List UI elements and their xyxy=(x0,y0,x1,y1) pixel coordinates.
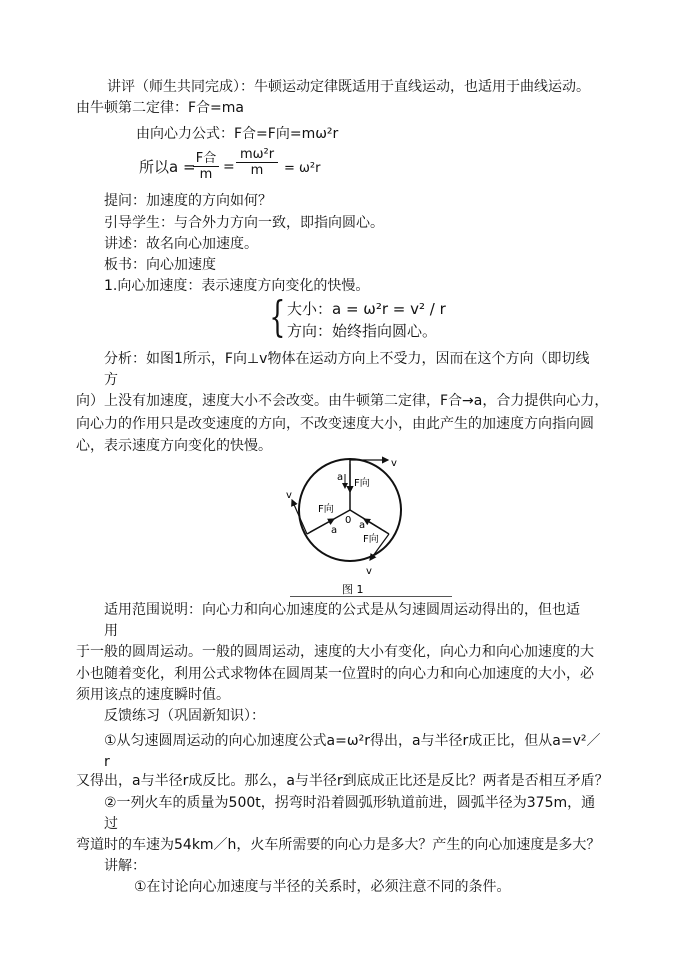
text-line: 向心力的作用只是改变速度的方向，不改变速度大小，由此产生的加速度方向指向圆 xyxy=(76,416,594,432)
label-o: 0 xyxy=(345,515,352,526)
fraction-1 xyxy=(193,147,219,182)
text-line: 由向心力公式：F合=F向=mω²r xyxy=(136,126,339,142)
text-line: 弯道时的车速为54km／h，火车所需要的向心力是多大？产生的向心加速度是多大？ xyxy=(76,837,601,853)
label-a: a xyxy=(359,520,366,531)
formula-tail: = ω²r xyxy=(284,161,321,176)
text-line: 向）上没有加速度，速度大小不会改变。由牛顿第二定律，F合→a，合力提供向心力， xyxy=(76,393,609,409)
text-line: 又得出，a与半径r成反比。那么，a与半径r到底成正比还是反比？两者是否相互矛盾？ xyxy=(76,773,609,789)
text-line: 讲解： xyxy=(104,858,146,874)
left-brace: { xyxy=(269,292,286,341)
text-line: 用 xyxy=(104,623,118,639)
text-line: 适用范围说明：向心力和向心加速度的公式是从匀速圆周运动得出的，但也适 xyxy=(104,602,580,618)
text-line: 心，表示速度方向变化的快慢。 xyxy=(76,438,272,454)
formula-prefix: 所以a = xyxy=(139,158,196,176)
fraction-2-numerator: mω²r xyxy=(236,147,278,163)
text-line: 方 xyxy=(104,372,118,388)
label-v: v xyxy=(286,490,292,501)
figure-circular-motion xyxy=(282,452,412,598)
text-line: 引导学生：与合外力方向一致，即指向圆心。 xyxy=(104,215,384,231)
text-line: 小也随着变化，利用公式求物体在圆周某一位置时的向心力和向心加速度的大小，必 xyxy=(76,666,594,682)
text-line: 讲述：故名向心加速度。 xyxy=(104,236,258,252)
text-line: 由牛顿第二定律：F合=ma xyxy=(76,100,244,116)
text-line: 板书：向心加速度 xyxy=(104,257,216,273)
text-line: 讲评（师生共同完成）：牛顿运动定律既适用于直线运动，也适用于曲线运动。 xyxy=(107,79,590,95)
label-f: F向 xyxy=(318,504,334,515)
label-a: a xyxy=(331,525,338,536)
text-line: 过 xyxy=(104,816,118,832)
fraction-1-numerator: F合 xyxy=(193,147,219,167)
text-line: 方向：始终指向圆心。 xyxy=(287,322,438,340)
label-v: v xyxy=(366,566,372,577)
text-line: ①从匀速圆周运动的向心加速度公式a=ω²r得出，a与半径r成正比，但从a=v²／ xyxy=(104,733,601,749)
text-line: 提问：加速度的方向如何？ xyxy=(104,193,272,209)
figure-caption: 图 1 xyxy=(342,583,364,596)
label-f: F向 xyxy=(363,534,379,545)
text-line: 于一般的圆周运动。一般的圆周运动，速度的大小有变化，向心力和向心加速度的大 xyxy=(76,644,594,660)
fraction-2-denominator: m xyxy=(250,163,264,178)
label-a: a xyxy=(337,472,344,483)
text-line: 须用该点的速度瞬时值。 xyxy=(76,687,230,703)
text-line: ②一列火车的质量为500t，拐弯时沿着圆弧形轨道前进，圆弧半径为375m，通 xyxy=(104,795,596,811)
label-v: v xyxy=(391,458,397,469)
text-line: 大小：a = ω²r = v² / r xyxy=(287,300,446,318)
text-line: 分析：如图1所示，F向⊥v物体在运动方向上不受力，因而在这个方向（即切线 xyxy=(104,351,590,367)
text-line: ①在讨论向心加速度与半径的关系时，必须注意不同的条件。 xyxy=(134,879,511,895)
fraction-1-denominator: m xyxy=(199,167,213,182)
label-f: F向 xyxy=(354,478,370,489)
equals-sign: = xyxy=(223,159,235,175)
divider xyxy=(290,596,452,597)
fraction-2 xyxy=(236,147,278,178)
text-line: 反馈练习（巩固新知识）： xyxy=(104,708,265,724)
force-arrow xyxy=(364,519,386,532)
text-line: r xyxy=(104,754,110,770)
text-line: 1.向心加速度：表示速度方向变化的快慢。 xyxy=(104,278,370,294)
